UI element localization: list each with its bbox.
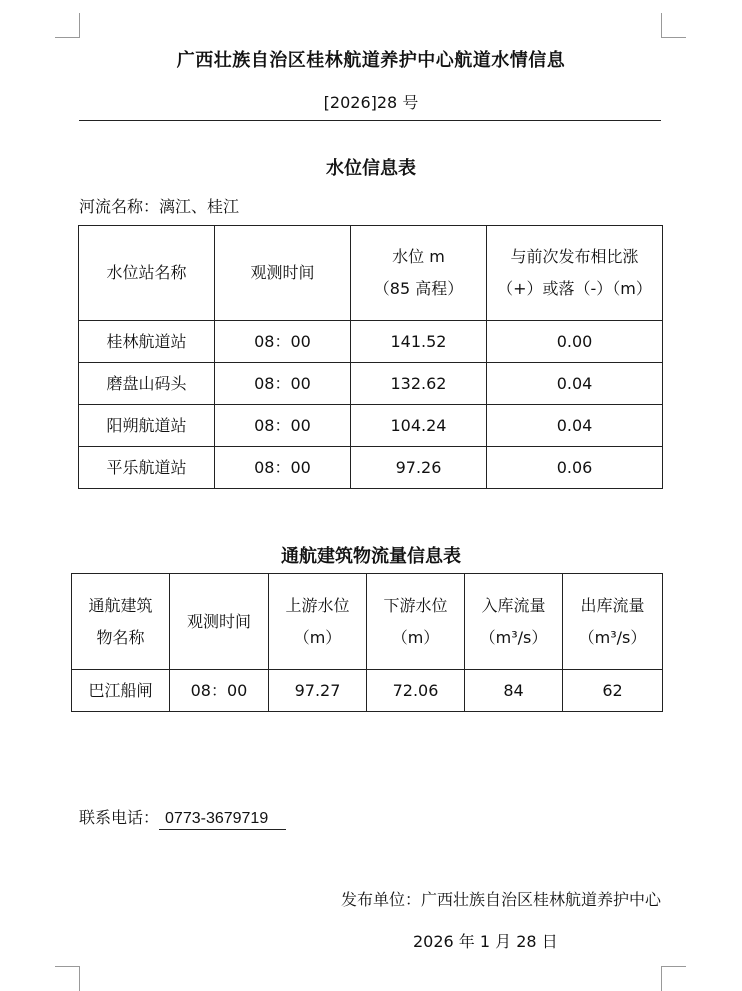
observation-time-cell: 08：00	[215, 363, 351, 405]
column-header: 入库流量 （m³/s）	[465, 574, 563, 670]
level-change-cell: 0.06	[487, 447, 663, 489]
outflow-cell: 62	[563, 670, 663, 712]
column-header: 与前次发布相比涨 （+）或落（-）（m）	[487, 226, 663, 321]
observation-time-cell: 08：00	[215, 321, 351, 363]
column-header: 下游水位 （m）	[367, 574, 465, 670]
column-header: 观测时间	[215, 226, 351, 321]
header-divider	[79, 120, 661, 121]
water-level-table-title: 水位信息表	[326, 158, 416, 179]
water-level-cell: 104.24	[351, 405, 487, 447]
water-level-cell: 141.52	[351, 321, 487, 363]
document-number: [2026]28 号	[323, 93, 419, 112]
column-header: 通航建筑 物名称	[72, 574, 170, 670]
table-row	[79, 363, 663, 405]
flow-table-title: 通航建筑物流量信息表	[281, 546, 461, 567]
column-header: 观测时间	[170, 574, 269, 670]
water-level-cell: 132.62	[351, 363, 487, 405]
level-change-cell: 0.04	[487, 363, 663, 405]
station-name-cell: 平乐航道站	[79, 447, 215, 489]
table-header-row	[72, 574, 663, 670]
crop-mark-bottom-left	[55, 966, 80, 991]
station-name-cell: 桂林航道站	[79, 321, 215, 363]
water-level-table	[78, 225, 663, 489]
column-header: 上游水位 （m）	[269, 574, 367, 670]
phone-number: 0773-3679719	[159, 809, 286, 830]
upstream-level-cell: 97.27	[269, 670, 367, 712]
publish-date: 2026 年 1 月 28 日	[413, 932, 558, 951]
document-title: 广西壮族自治区桂林航道养护中心航道水情信息	[176, 50, 566, 71]
water-level-cell: 97.26	[351, 447, 487, 489]
table-row	[79, 321, 663, 363]
publisher: 发布单位：广西壮族自治区桂林航道养护中心	[340, 890, 661, 909]
level-change-cell: 0.00	[487, 321, 663, 363]
downstream-level-cell: 72.06	[367, 670, 465, 712]
flow-table	[71, 573, 663, 712]
level-change-cell: 0.04	[487, 405, 663, 447]
station-name-cell: 磨盘山码头	[79, 363, 215, 405]
column-header: 出库流量 （m³/s）	[563, 574, 663, 670]
river-name-label: 河流名称：	[79, 197, 160, 216]
crop-mark-top-right	[661, 13, 686, 38]
observation-time-cell: 08：00	[215, 405, 351, 447]
contact-line	[79, 805, 286, 830]
column-header: 水位 m （85 高程）	[351, 226, 487, 321]
observation-time-cell: 08：00	[170, 670, 269, 712]
table-row	[79, 447, 663, 489]
inflow-cell: 84	[465, 670, 563, 712]
river-name-value: 漓江、桂江	[159, 197, 240, 216]
table-row	[72, 670, 663, 712]
contact-label: 联系电话：	[79, 808, 160, 827]
structure-name-cell: 巴江船闸	[72, 670, 170, 712]
column-header: 水位站名称	[79, 226, 215, 321]
table-row	[79, 405, 663, 447]
crop-mark-top-left	[55, 13, 80, 38]
river-name	[79, 194, 239, 217]
observation-time-cell: 08：00	[215, 447, 351, 489]
table-header-row	[79, 226, 663, 321]
station-name-cell: 阳朔航道站	[79, 405, 215, 447]
crop-mark-bottom-right	[661, 966, 686, 991]
